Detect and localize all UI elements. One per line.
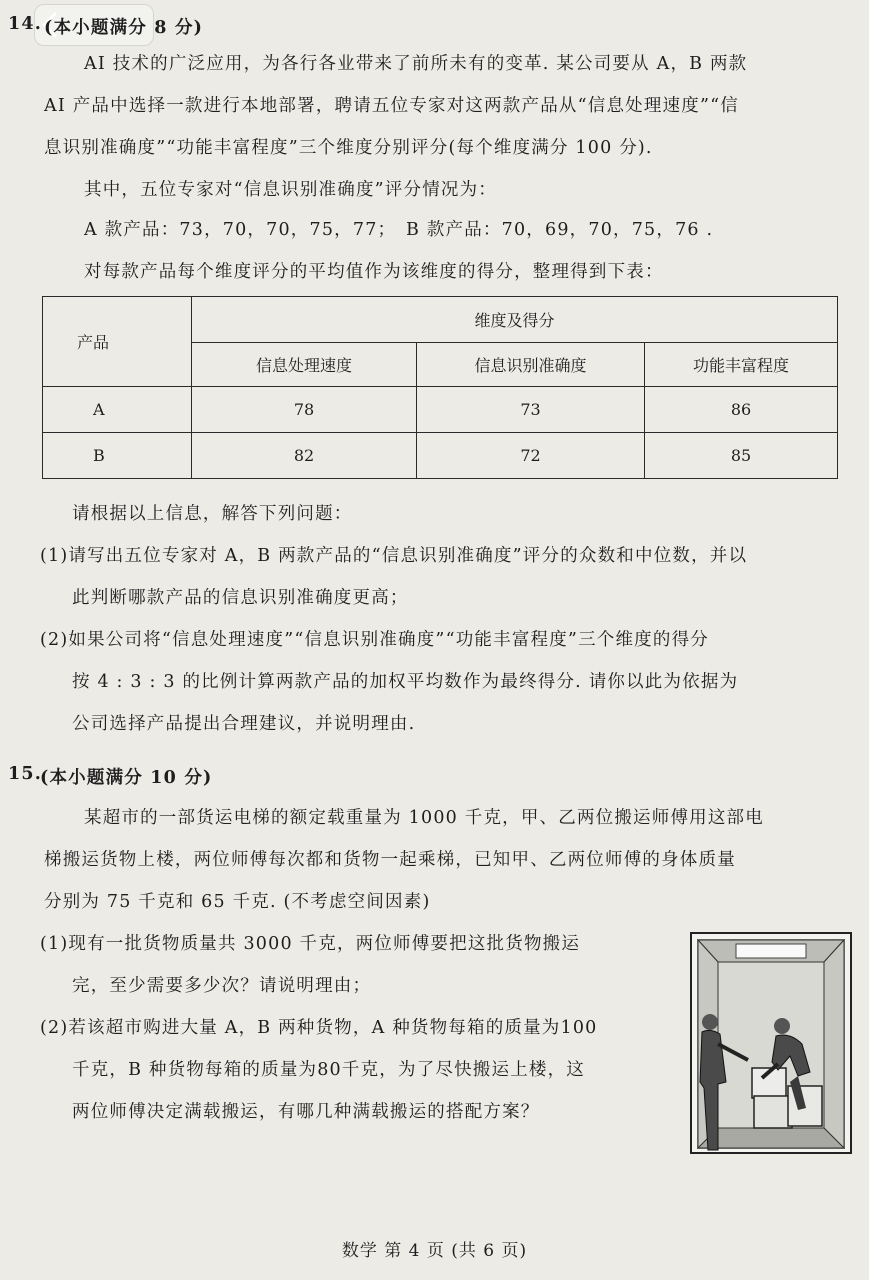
q14-part2-line2: 按 4 : 3 : 3 的比例计算两款产品的加权平均数作为最终得分. 请你以此为依据为 [72, 672, 739, 692]
q14-table-intro: 对每款产品每个维度评分的平均值作为该维度的得分，整理得到下表： [84, 262, 664, 282]
cell-b-features: 85 [645, 433, 838, 479]
q14-line-3: 息识别准确度”“功能丰富程度”三个维度分别评分(每个维度满分 100 分). [44, 138, 653, 158]
q15-part2-line3: 两位师傅决定满载搬运，有哪几种满载搬运的搭配方案？ [72, 1102, 540, 1122]
q15-line-3: 分别为 75 千克和 65 千克. (不考虑空间因素) [44, 892, 431, 912]
table-group-header: 维度及得分 [192, 297, 838, 343]
col-header-features: 功能丰富程度 [645, 343, 838, 387]
page-footer: 数学 第 4 页 (共 6 页) [341, 1241, 528, 1261]
table-row [43, 387, 838, 433]
cell-a-accuracy: 73 [417, 387, 645, 433]
q15-header: (本小题满分 10 分) [40, 768, 213, 788]
q15-part1-line1: (1)现有一批货物质量共 3000 千克，两位师傅要把这批货物搬运 [40, 934, 581, 954]
cell-b-accuracy: 72 [417, 433, 645, 479]
q15-line-1: 某超市的一部货运电梯的额定载重量为 1000 千克，甲、乙两位搬运师傅用这部电 [84, 808, 764, 828]
q14-line-1: AI 技术的广泛应用，为各行各业带来了前所未有的变革. 某公司要从 A，B 两款 [84, 54, 748, 74]
elevator-illustration [690, 932, 852, 1154]
q14-part2-line3: 公司选择产品提出合理建议，并说明理由. [72, 714, 416, 734]
table-row [43, 433, 838, 479]
q14-part1-line2: 此判断哪款产品的信息识别准确度更高； [72, 588, 409, 608]
q14-number: 14. [8, 14, 43, 34]
q15-number: 15. [8, 764, 43, 784]
cell-a-features: 86 [645, 387, 838, 433]
q14-header: (本小题满分 8 分) [44, 18, 204, 38]
score-table [42, 296, 838, 479]
q14-line-4: 其中，五位专家对“信息识别准确度”评分情况为： [84, 180, 497, 200]
row-label-a: A [43, 387, 192, 433]
q15-part2-line1: (2)若该超市购进大量 A，B 两种货物，A 种货物每箱的质量为100 [40, 1018, 598, 1038]
q14-part2-line1: (2)如果公司将“信息处理速度”“信息识别准确度”“功能丰富程度”三个维度的得分 [40, 630, 709, 650]
cell-b-speed: 82 [192, 433, 417, 479]
q14-scores-a: A 款产品：73，70，70，75，77； [84, 220, 397, 240]
cell-a-speed: 78 [192, 387, 417, 433]
row-label-b: B [43, 433, 192, 479]
table-corner: 产品 [43, 297, 192, 387]
q14-prompt: 请根据以上信息，解答下列问题： [72, 504, 353, 524]
q14-part1-line1: (1)请写出五位专家对 A，B 两款产品的“信息识别准确度”评分的众数和中位数，并以 [40, 546, 748, 566]
q15-line-2: 梯搬运货物上楼，两位师傅每次都和货物一起乘梯，已知甲、乙两位师傅的身体质量 [44, 850, 736, 870]
q14-scores-b: B 款产品：70，69，70，75，76 . [406, 220, 714, 240]
col-header-accuracy: 信息识别准确度 [417, 343, 645, 387]
q15-part2-line2: 千克，B 种货物每箱的质量为80千克，为了尽快搬运上楼，这 [72, 1060, 585, 1080]
q14-line-2: AI 产品中选择一款进行本地部署，聘请五位专家对这两款产品从“信息处理速度”“信 [44, 96, 739, 116]
col-header-speed: 信息处理速度 [192, 343, 417, 387]
q15-part1-line2: 完，至少需要多少次？请说明理由； [72, 976, 372, 996]
